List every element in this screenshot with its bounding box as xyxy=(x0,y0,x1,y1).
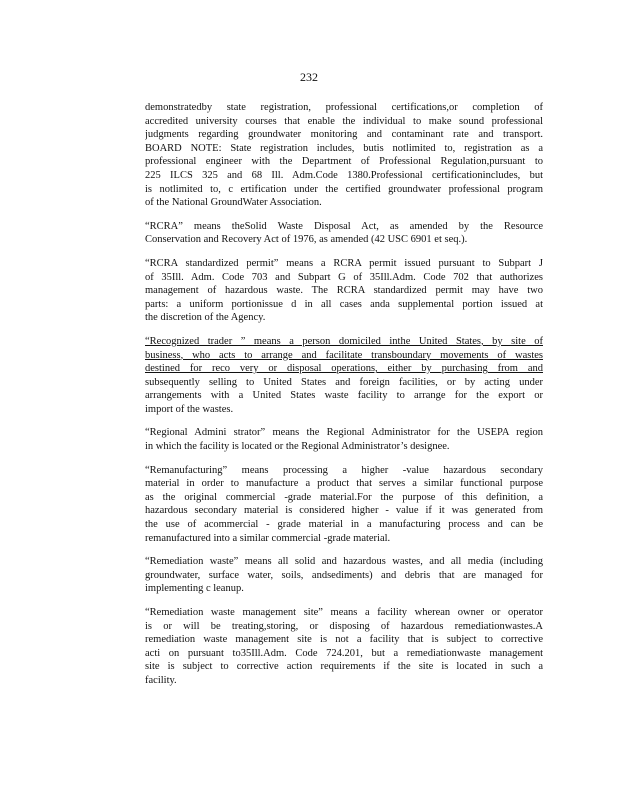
text-line: the discretion of the Agency. xyxy=(145,312,266,324)
text-line: implementing c leanup. xyxy=(145,583,244,595)
text-line: demonstratedby state registration, professional certifications,or completion of xyxy=(145,102,543,113)
text-line: 225 ILCS 325 and 68 Ill. Adm.Code 1380.Professional certificationincludes, but xyxy=(145,169,543,181)
text-line: “RCRA standardized permit” means a RCRA permit issued pursuant to Subpart J xyxy=(145,257,543,269)
text-line: remanufactured into a similar commercial -grade material. xyxy=(145,532,391,544)
text-line: parts: a uniform portionissue d in all cases anda supplemental portion issued at xyxy=(145,298,543,310)
text-line: “RCRA” means theSolid Waste Disposal Act, as amended by the Resource xyxy=(145,220,543,232)
text-line: professional engineer with the Department of Professional Regulation,pursuant to xyxy=(145,156,543,168)
definition-paragraph xyxy=(145,464,543,546)
text-line: arrangements with a United States waste facility to arrange for the export or xyxy=(145,390,543,402)
definition-paragraph xyxy=(145,335,543,417)
definition-paragraph xyxy=(145,426,543,453)
definition-paragraph xyxy=(145,555,543,596)
text-line: “Remediation waste” means all solid and hazardous wastes, and all media (including xyxy=(145,556,543,568)
text-line: the use of acommercial - grade material in a manufacturing process and can be xyxy=(145,519,543,531)
text-line: BOARD NOTE: State registration includes, butis notlimited to, registration as a xyxy=(145,142,543,154)
text-line: import of the wastes. xyxy=(145,403,234,415)
definition-paragraph xyxy=(145,606,543,688)
text-line: groundwater, surface water, soils, andsediments) and debris that are managed for xyxy=(145,569,543,581)
text-line: subsequently selling to United States and foreign facilities, or by acting under xyxy=(145,376,543,388)
text-line: judgments regarding groundwater monitoring and contaminant rate and transport. xyxy=(145,129,543,141)
text-line: facility. xyxy=(145,674,177,686)
text-line: management of hazardous waste. The RCRA standardized permit may have two xyxy=(145,285,543,297)
text-line: site is subject to corrective action requirements if the site is located in such a xyxy=(145,661,543,673)
definition-paragraph xyxy=(145,101,543,210)
text-line: “Recognized trader ” means a person domiciled inthe United States, by site of xyxy=(145,335,543,347)
text-line: of 35Ill. Adm. Code 703 and Subpart G of 35Ill.Adm. Code 702 that authorizes xyxy=(145,271,543,283)
text-line: “Remediation waste management site” means a facility wherean owner or operator xyxy=(145,607,543,618)
text-line: hazardous secondary material is considered higher - value if it was generated from xyxy=(145,505,543,517)
definition-paragraph xyxy=(145,220,543,247)
document-body xyxy=(145,101,543,698)
text-line: of the National GroundWater Association. xyxy=(145,197,322,209)
text-line: accredited university courses that enable the individual to make sound professional xyxy=(145,115,543,127)
text-line: destined for reco very or disposal operations, either by purchasing from and xyxy=(145,363,543,375)
text-line: as the original commercial -grade material.For the purpose of this definition, a xyxy=(145,491,543,503)
definition-paragraph xyxy=(145,257,543,325)
text-line: business, who acts to arrange and facilitate transboundary movements of wastes xyxy=(145,349,543,361)
text-line: “Remanufacturing” means processing a higher -value hazardous secondary xyxy=(145,464,543,476)
text-line: is or will be treating,storing, or disposing of hazardous remediationwastes.A xyxy=(145,620,543,632)
text-line: is notlimited to, c ertification under the certified groundwater professional program xyxy=(145,183,543,195)
page-number: 232 xyxy=(300,70,318,84)
text-line: “Regional Admini strator” means the Regional Administrator for the USEPA region xyxy=(145,427,543,439)
text-line: remediation waste management site is not a facility that is subject to corrective xyxy=(145,634,543,646)
text-line: in which the facility is located or the Regional Administrator’s designee. xyxy=(145,441,450,453)
text-line: material in order to manufacture a product that serves a similar functional purpose xyxy=(145,478,543,490)
text-line: Conservation and Recovery Act of 1976, as amended (42 USC 6901 et seq.). xyxy=(145,234,468,246)
text-line: acti on pursuant to35Ill.Adm. Code 724.201, but a remediationwaste management xyxy=(145,647,543,659)
